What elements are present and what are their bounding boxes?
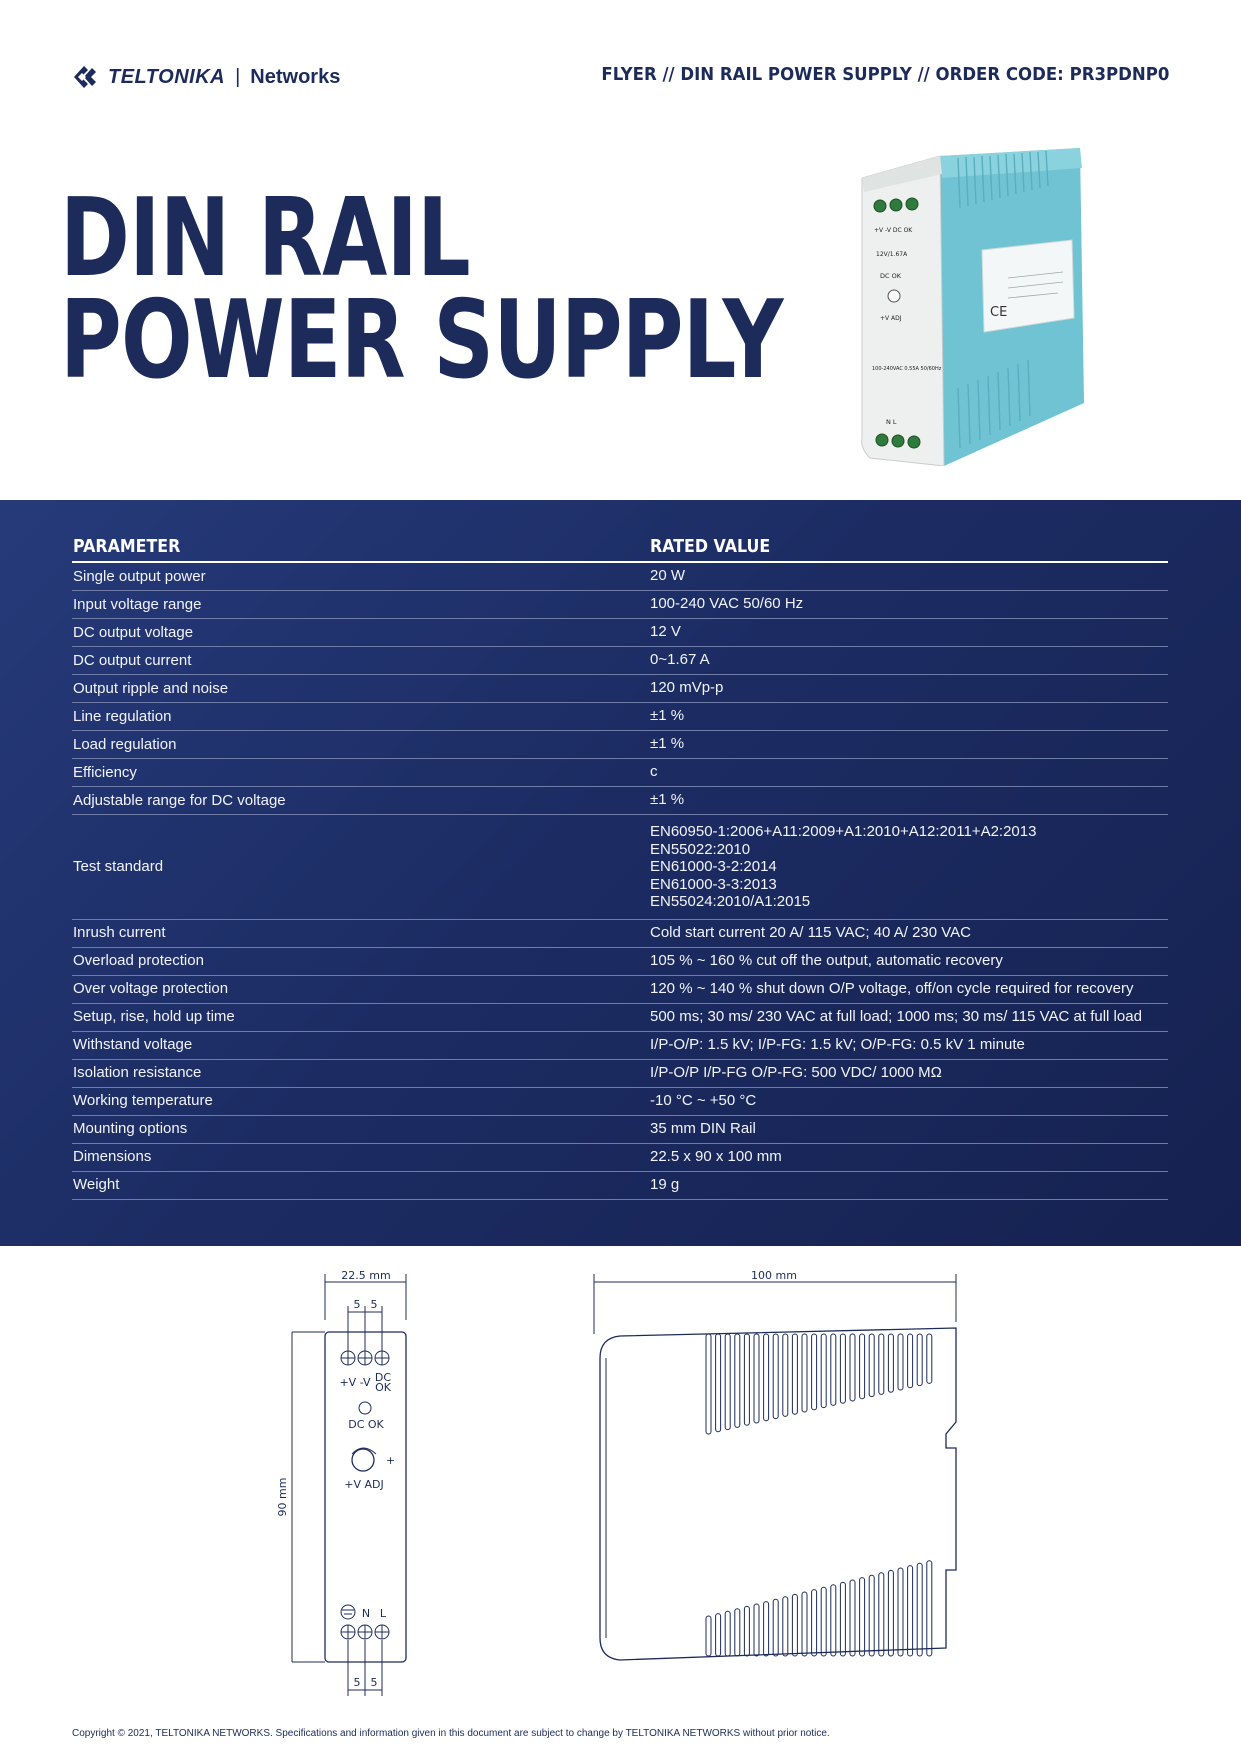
spec-param: Line regulation xyxy=(72,703,649,731)
vent-slot xyxy=(773,1334,778,1419)
vent-slot xyxy=(888,1570,893,1656)
spec-value-line: 120 % ~ 140 % shut down O/P voltage, off/on cycle required for recovery xyxy=(650,979,1134,997)
vent-slot xyxy=(764,1602,769,1656)
product-adj-label: +V ADJ xyxy=(880,315,902,322)
spec-value xyxy=(649,1087,1168,1115)
spec-row xyxy=(72,1031,1168,1059)
spec-value xyxy=(649,1143,1168,1171)
spec-value-line: 500 ms; 30 ms/ 230 VAC at full load; 1000 ms; 30 ms/ 115 VAC at full load xyxy=(650,1007,1142,1025)
bottom-pitch-1-label: 5 xyxy=(353,1676,361,1689)
vent-slot xyxy=(725,1334,730,1430)
vent-slot xyxy=(840,1334,845,1403)
spec-row xyxy=(72,1115,1168,1143)
spec-param: Isolation resistance xyxy=(72,1059,649,1087)
vent-slot xyxy=(706,1616,711,1656)
spec-value-line: I/P-O/P I/P-FG O/P-FG: 500 VDC/ 1000 MΩ xyxy=(650,1063,942,1081)
vent-slot xyxy=(783,1334,788,1416)
spec-row xyxy=(72,787,1168,815)
vent-slot xyxy=(802,1592,807,1656)
vent-slot xyxy=(821,1587,826,1656)
spec-value-line: EN61000-3-3:2013 xyxy=(650,875,777,893)
product-input-label: 100-240VAC 0.55A 50/60Hz xyxy=(872,366,942,372)
spec-row xyxy=(72,562,1168,591)
top-pitch-2-label: 5 xyxy=(370,1298,378,1311)
spec-value xyxy=(649,1031,1168,1059)
vent-slot xyxy=(783,1597,788,1656)
product-bottom-terminal-label: N L xyxy=(886,418,897,426)
vent-slot xyxy=(792,1594,797,1656)
spec-row xyxy=(72,1059,1168,1087)
front-terminal-label: +V -V xyxy=(339,1376,371,1389)
front-view-drawing xyxy=(276,1269,406,1696)
front-adj-label: +V ADJ xyxy=(344,1478,384,1491)
spec-row xyxy=(72,591,1168,619)
vent-slot xyxy=(773,1599,778,1656)
spec-value-line: EN60950-1:2006+A11:2009+A1:2010+A12:2011+A2:2013 xyxy=(650,823,1037,840)
spec-row xyxy=(72,815,1168,920)
product-rating-label: 12V/1.67A xyxy=(876,251,908,258)
spec-value-line: I/P-O/P: 1.5 kV; I/P-FG: 1.5 kV; O/P-FG: 0.5 kV 1 minute xyxy=(650,1035,1025,1053)
ce-mark: CE xyxy=(990,305,1008,320)
vent-slot xyxy=(744,1606,749,1656)
spec-row xyxy=(72,1003,1168,1031)
spec-value xyxy=(649,591,1168,619)
copyright-notice: Copyright © 2021, TELTONIKA NETWORKS. Specifications and information given in this document are subject to change by TELTONIKA NETWORKS without prior notice. xyxy=(72,1728,830,1739)
bottom-pitch-2-label: 5 xyxy=(370,1676,378,1689)
side-depth-label: 100 mm xyxy=(751,1269,797,1282)
spec-value xyxy=(649,1059,1168,1087)
spec-row xyxy=(72,919,1168,947)
page-title-line-1: DIN RAIL xyxy=(60,176,470,301)
spec-value-line: EN61000-3-2:2014 xyxy=(650,858,777,875)
spec-value-line: 20 W xyxy=(650,567,686,585)
spec-param: Over voltage protection xyxy=(72,975,649,1003)
spec-param: Dimensions xyxy=(72,1143,649,1171)
product-photo xyxy=(858,148,1090,466)
vent-slot xyxy=(850,1334,855,1401)
spec-value xyxy=(649,562,1168,591)
front-bottom-l: L xyxy=(379,1607,387,1620)
vent-slot xyxy=(908,1334,913,1388)
vent-slot xyxy=(792,1334,797,1414)
product-terminal-label: +V -V DC OK xyxy=(874,227,913,234)
spec-table xyxy=(72,530,1168,1200)
spec-table-body xyxy=(72,562,1168,1199)
spec-value-line: 100-240 VAC 50/60 Hz xyxy=(650,595,804,613)
brand-separator: | xyxy=(235,65,241,88)
spec-row xyxy=(72,1171,1168,1199)
product-dcok-label: DC OK xyxy=(880,272,901,280)
front-dcok-small-2: OK xyxy=(375,1381,391,1394)
vent-slot xyxy=(927,1334,932,1383)
spec-param: Withstand voltage xyxy=(72,1031,649,1059)
spec-row xyxy=(72,759,1168,787)
spec-value-line: 35 mm DIN Rail xyxy=(650,1119,756,1137)
vent-slot xyxy=(860,1578,865,1656)
spec-value-line: EN55024:2010/A1:2015 xyxy=(650,893,811,910)
front-dcok-small-1: DC xyxy=(374,1371,392,1384)
spec-param: Load regulation xyxy=(72,731,649,759)
spec-row xyxy=(72,703,1168,731)
vent-slot xyxy=(860,1334,865,1399)
vent-slot xyxy=(917,1563,922,1656)
spec-row xyxy=(72,731,1168,759)
vent-slot xyxy=(927,1561,932,1656)
spec-row xyxy=(72,619,1168,647)
spec-value xyxy=(649,947,1168,975)
spec-value-line: EN55022:2010 xyxy=(650,840,751,858)
vent-slot xyxy=(869,1334,874,1397)
vent-slot xyxy=(802,1334,807,1412)
dimension-drawings xyxy=(0,1262,1241,1702)
brand-name: TELTONIKA xyxy=(108,65,226,88)
spec-panel xyxy=(0,500,1241,1246)
spec-value-line: 0~1.67 A xyxy=(650,651,710,669)
spec-value xyxy=(649,975,1168,1003)
spec-value-line: c xyxy=(650,763,658,781)
vent-slot xyxy=(812,1334,817,1410)
teltonika-logo-icon xyxy=(72,62,106,92)
vent-slot xyxy=(831,1334,836,1405)
vent-slot xyxy=(898,1568,903,1656)
spec-value xyxy=(649,1171,1168,1199)
spec-value xyxy=(649,815,1168,920)
spec-row xyxy=(72,1087,1168,1115)
vent-slot xyxy=(725,1611,730,1656)
vent-slot xyxy=(850,1580,855,1656)
flyer-title: FLYER // DIN RAIL POWER SUPPLY // ORDER CODE: PR3PDNP0 xyxy=(601,64,1169,85)
spec-value-line: ±1 % xyxy=(650,707,685,725)
spec-value-line: 22.5 x 90 x 100 mm xyxy=(650,1147,782,1165)
spec-value-line: -10 °C ~ +50 °C xyxy=(650,1091,757,1109)
spec-value xyxy=(649,647,1168,675)
brand-networks: Networks xyxy=(250,65,341,88)
vent-slot xyxy=(869,1575,874,1656)
spec-param: Input voltage range xyxy=(72,591,649,619)
spec-row xyxy=(72,675,1168,703)
spec-value xyxy=(649,1115,1168,1143)
spec-param: Single output power xyxy=(72,562,649,591)
vent-slot xyxy=(716,1614,721,1656)
spec-row xyxy=(72,1143,1168,1171)
spec-param: Adjustable range for DC voltage xyxy=(72,787,649,815)
vent-slot xyxy=(879,1334,884,1394)
spec-value-line: ±1 % xyxy=(650,791,685,809)
vent-slot xyxy=(812,1590,817,1656)
spec-param: Setup, rise, hold up time xyxy=(72,1003,649,1031)
spec-param: Overload protection xyxy=(72,947,649,975)
spec-value-line: 105 % ~ 160 % cut off the output, automatic recovery xyxy=(650,951,1003,969)
brand-logo-group xyxy=(72,60,340,94)
spec-param: DC output voltage xyxy=(72,619,649,647)
spec-header-value: RATED VALUE xyxy=(649,530,1168,562)
spec-value xyxy=(649,759,1168,787)
spec-param: DC output current xyxy=(72,647,649,675)
spec-value-line: 120 mVp-p xyxy=(650,679,724,697)
spec-param: Weight xyxy=(72,1171,649,1199)
vent-slot xyxy=(840,1582,845,1656)
spec-row xyxy=(72,647,1168,675)
page-title xyxy=(60,176,783,403)
front-led-label: DC OK xyxy=(348,1418,384,1431)
vent-slot xyxy=(735,1609,740,1656)
vent-slot xyxy=(898,1334,903,1390)
spec-row xyxy=(72,975,1168,1003)
spec-value xyxy=(649,919,1168,947)
spec-value xyxy=(649,703,1168,731)
vent-slot xyxy=(908,1566,913,1656)
spec-param: Efficiency xyxy=(72,759,649,787)
vent-slot xyxy=(706,1334,711,1434)
spec-value xyxy=(649,787,1168,815)
spec-value xyxy=(649,1003,1168,1031)
spec-param: Working temperature xyxy=(72,1087,649,1115)
spec-value-line: Cold start current 20 A/ 115 VAC; 40 A/ 230 VAC xyxy=(650,923,972,941)
vent-slot xyxy=(754,1604,759,1656)
page-title-line-2: POWER SUPPLY xyxy=(60,278,783,403)
spec-value-line: 19 g xyxy=(650,1175,680,1193)
vent-slot xyxy=(744,1334,749,1425)
vent-slot xyxy=(831,1585,836,1656)
vent-slot xyxy=(716,1334,721,1432)
vent-slot xyxy=(754,1334,759,1423)
vent-slot xyxy=(735,1334,740,1427)
spec-header-parameter: PARAMETER xyxy=(72,530,649,562)
spec-value-line: 12 V xyxy=(650,623,681,641)
spec-value xyxy=(649,675,1168,703)
spec-value-line: ±1 % xyxy=(650,735,685,753)
spec-value xyxy=(649,619,1168,647)
spec-param: Output ripple and noise xyxy=(72,675,649,703)
vent-slot xyxy=(821,1334,826,1408)
side-view-drawing xyxy=(594,1269,956,1660)
front-width-label: 22.5 mm xyxy=(341,1269,391,1282)
vent-slot xyxy=(917,1334,922,1386)
vent-slot xyxy=(879,1573,884,1656)
spec-param: Test standard xyxy=(72,815,649,920)
front-height-label: 90 mm xyxy=(276,1477,289,1517)
front-adj-plus: + xyxy=(386,1454,396,1467)
vent-slot xyxy=(764,1334,769,1421)
spec-value xyxy=(649,731,1168,759)
spec-param: Mounting options xyxy=(72,1115,649,1143)
vent-slot xyxy=(888,1334,893,1392)
spec-table-header-row xyxy=(72,530,1168,562)
top-pitch-1-label: 5 xyxy=(353,1298,361,1311)
front-bottom-n: N xyxy=(361,1607,371,1620)
spec-row xyxy=(72,947,1168,975)
spec-param: Inrush current xyxy=(72,919,649,947)
